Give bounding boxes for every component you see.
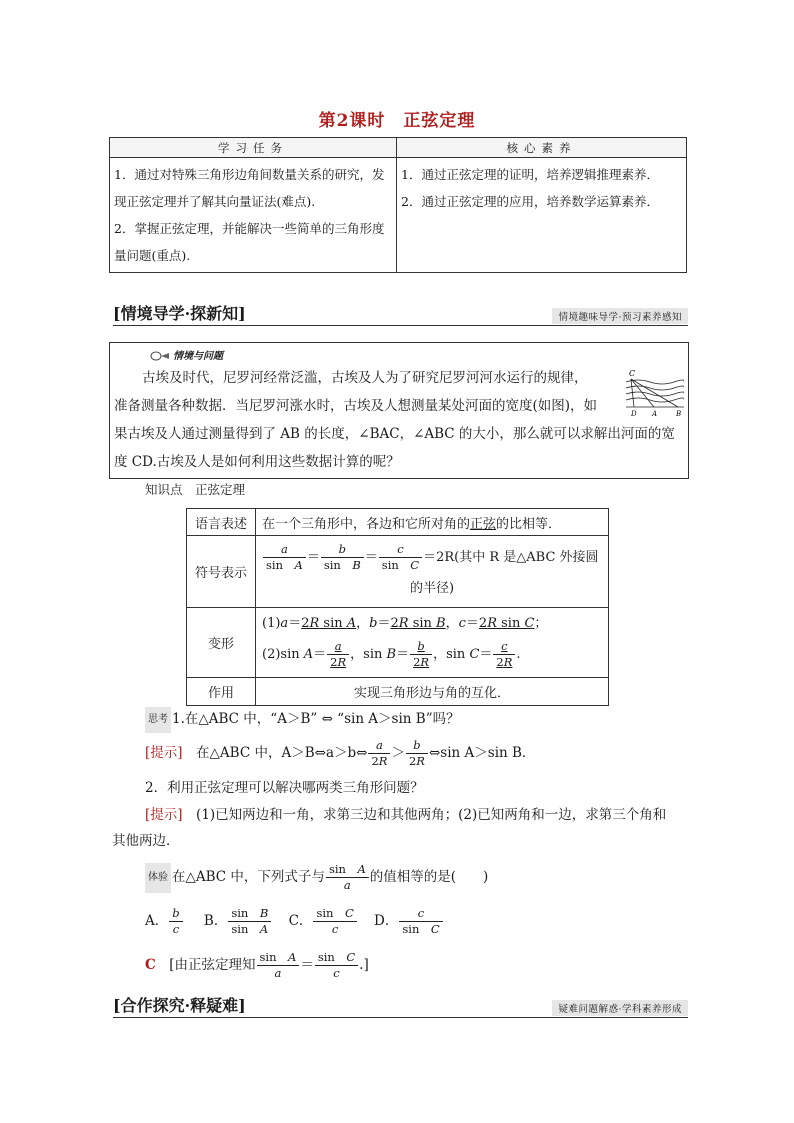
explain-prefix: [由正弦定理知 (169, 957, 256, 973)
section-title: [合作探究·释疑难] (113, 996, 246, 1015)
a2-line1: (1)已知两边和一角，求第三边和其他两角；(2)已知两角和一边，求第三个角和 (196, 807, 667, 823)
think-question-2: 2．利用正弦定理可以解决哪两类三角形问题？ (145, 780, 424, 796)
section-title: [情境导学·探新知] (113, 304, 246, 323)
think-badge: 思考 (145, 707, 171, 733)
hint-label: [提示] (145, 807, 183, 823)
symbol-tail: ＝2R(其中 R 是△ABC 外接圆 (423, 549, 599, 565)
row-label: 作用 (187, 678, 256, 706)
language-statement: 在一个三角形中，各边和它所对角的正弦的比相等． (256, 509, 609, 536)
scenario-icon (150, 351, 170, 361)
scenario-text-top (114, 364, 619, 420)
literacy-header: 核心素养 (397, 138, 687, 158)
think-answer-2 (145, 802, 666, 828)
exercise-options (145, 903, 525, 939)
row-label: 符号表示 (187, 536, 256, 608)
answer-letter: C (145, 957, 156, 973)
figure-label-a: A (652, 410, 658, 418)
scenario-line: 古埃及时代，尼罗河经常泛滥，古埃及人为了研究尼罗河河水运行的规律， (142, 370, 588, 386)
hint-label: [提示] (145, 745, 183, 761)
learning-task-table (109, 137, 687, 273)
symbol-tail-2: 的半径) (410, 580, 455, 596)
sine-law-table (186, 508, 609, 706)
think-answer-2-cont: 其他两边． (112, 833, 180, 849)
exercise-suffix: 的值相等的是( ) (369, 869, 489, 885)
underlined-word: 正弦 (470, 516, 497, 532)
figure-label-d: D (631, 410, 637, 418)
option-a[interactable]: A． $\frac{b}{c}$ (145, 913, 184, 929)
literacy-item: 2．通过正弦定理的应用，培养数学运算素养． (401, 194, 659, 209)
variant-prefix: (2) (262, 646, 281, 662)
exercise-prefix: 在△ABC 中，下列式子与 (172, 869, 325, 885)
think-q1-text: 1.在△ABC 中，“A＞B” ⇔ “sin A＞sin B”吗？ (172, 711, 460, 727)
option-c[interactable]: C． $\frac{\text{sin C}}{c}$ (289, 913, 358, 929)
figure-label-b: B (676, 410, 682, 418)
literacy-item: 1．通过正弦定理的证明，培养逻辑推理素养． (401, 167, 659, 182)
scenario-line: 准备测量各种数据．当尼罗河涨水时，古埃及人想测量某处河面的宽度(如图)，如 (114, 398, 598, 414)
scenario-line: 果古埃及人通过测量得到了 AB 的长度，∠BAC，∠ABC 的大小，那么就可以求解出河面的宽 (114, 426, 675, 442)
scenario-text-bottom (114, 420, 686, 476)
scenario-label (150, 347, 223, 362)
section-header-1 (113, 304, 688, 326)
a1-suffix: ⇔sin A＞sin B． (428, 745, 536, 761)
literacy-cell (397, 158, 687, 273)
task-item: 1．通过对特殊三角形边角间数量关系的研究，发现正弦定理并了解其向量证法(难点). (114, 167, 385, 209)
scenario-box (109, 342, 689, 479)
task-item: 2．掌握正弦定理，并能解决一些简单的三角形度量问题(重点). (114, 221, 385, 263)
section-tag: 疑难问题解惑·学科素养形成 (552, 1000, 688, 1016)
think-question-1 (145, 706, 460, 733)
option-d[interactable]: D． $\frac{c}{\text{sin C}}$ (374, 913, 444, 929)
use-text: 实现三角形边与角的互化． (256, 678, 609, 706)
row-label: 语言表述 (187, 509, 256, 536)
task-cell (110, 158, 397, 273)
symbol-formula: $\frac{a}{\text{sin A}}$ ＝ $\frac{b}{\text{sin B}}$ ＝ $\frac{c}{\text{sin C}}$ ＝2R(其中 R 是△ABC 外接圆 的半径) (256, 536, 609, 608)
river-figure (624, 367, 684, 419)
a1-prefix: 在△ABC 中，A＞B⇔a＞b⇔ (196, 745, 368, 761)
scenario-label-text: 情境与问题 (173, 351, 223, 362)
scenario-line: 度 CD.古埃及人是如何利用这些数据计算的呢？ (114, 454, 400, 470)
task-header: 学习任务 (110, 138, 397, 158)
variant-formula: (1)a＝2R sin A，b＝2R sin B，c＝2R sin C； (2)sin A＝ $\frac{a}{2R}$ ，sin B＝ $\frac{b}{2R}$ ，sin C＝ $\frac{c}{2R}$ . (256, 608, 609, 678)
figure-label-c: C (629, 369, 636, 378)
exercise-question: 体验 在△ABC 中，下列式子与 $\frac{\text{sin A}}{a}$ 的值相等的是( ) (145, 862, 488, 893)
section-tag: 情境趣味导学·预习素养感知 (552, 308, 688, 324)
knowledge-point-label: 知识点 正弦定理 (145, 482, 246, 497)
page-title: 第2课时 正弦定理 (318, 111, 476, 131)
exercise-badge: 体验 (145, 863, 171, 893)
row-label: 变形 (187, 608, 256, 678)
section-header-2 (113, 996, 688, 1018)
option-b[interactable]: B． $\frac{\text{sin B}}{\text{sin A}}$ (204, 913, 272, 929)
exercise-answer: C [由正弦定理知 $\frac{\text{sin A}}{a}$ ＝ $\frac{\text{sin C}}{c}$ .] (145, 950, 369, 980)
think-answer-1: [提示] 在△ABC 中，A＞B⇔a＞b⇔ $\frac{a}{2R}$ ＞ $\frac{b}{2R}$ ⇔sin A＞sin B． (145, 738, 536, 768)
explain-suffix: .] (359, 957, 369, 973)
